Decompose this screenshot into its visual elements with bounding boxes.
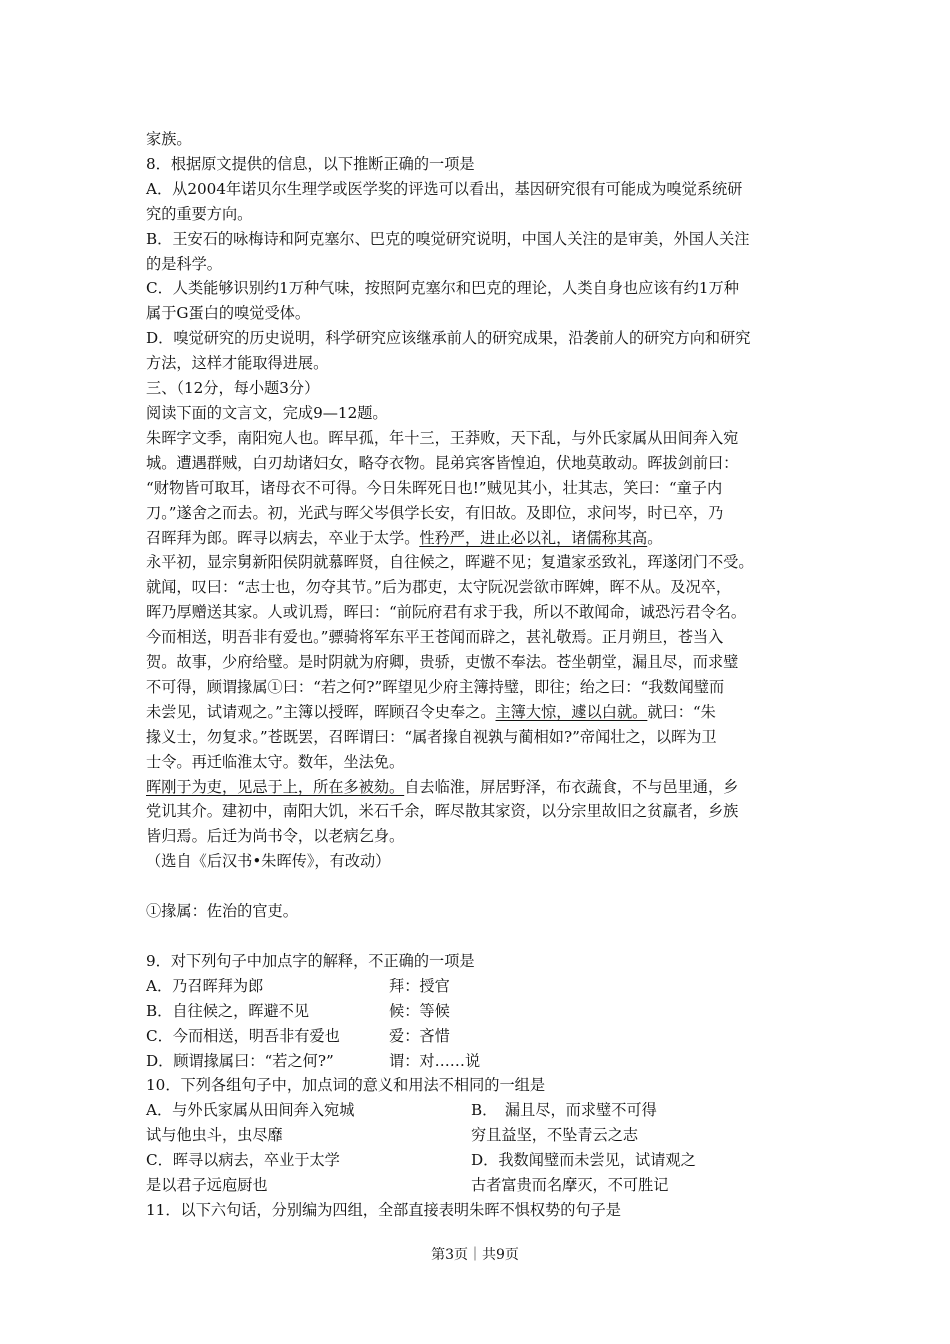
option-text: 是以君子远庖厨也 [146, 1176, 268, 1195]
question-8-option-d: D．嗅觉研究的历史说明，科学研究应该继承前人的研究成果，沿袭前人的研究方向和研究 [146, 329, 751, 348]
question-10-row [146, 1123, 816, 1148]
passage-text: 就曰：“朱 [647, 702, 716, 721]
passage-line [146, 775, 816, 800]
option-text: D．我数闻璧而未尝见，试请观之 [471, 1151, 696, 1170]
passage-line: 朱晖字文季，南阳宛人也。晖早孤，年十三，王莽败，天下乱，与外氏家属从田间奔入宛 [146, 428, 739, 447]
question-10-row [146, 1148, 816, 1173]
question-8-option-c: C．人类能够识别约1万种气味，按照阿克塞尔和巴克的理论，人类自身也应该有约1万种 [146, 279, 739, 298]
page-content [146, 127, 816, 1223]
question-10-row [146, 1098, 816, 1123]
spacer [146, 924, 816, 949]
passage-line: 党讥其介。建初中，南阳大饥，米石千余，晖尽散其家资，以分宗里故旧之贫羸者，乡族 [146, 802, 739, 821]
passage-line [146, 700, 816, 725]
option-text: C．晖寻以病去，卒业于太学 [146, 1151, 340, 1170]
passage-line: 就闻，叹曰：“志士也，勿夺其节。”后为郡吏，太守阮况尝欲市晖婢，晖不从。及况卒， [146, 578, 732, 597]
option-text: 穷且益坚，不坠青云之志 [471, 1126, 639, 1145]
question-9-option-a [146, 974, 816, 999]
question-9-option-c [146, 1024, 816, 1049]
passage-line: 不可得，顾谓掾属①曰：“若之何?”晖望见少府主簿持璧，即往；绐之曰：“我数闻璧而 [146, 677, 725, 696]
question-10-row [146, 1173, 816, 1198]
underlined-sentence: 主簿大惊，遽以白就。 [495, 702, 648, 721]
passage-line: “财物皆可取耳，诸母衣不可得。今日朱晖死日也!”贼见其小，壮其志，笑曰：“童子内 [146, 478, 723, 497]
section-3-instruction: 阅读下面的文言文，完成9—12题。 [146, 403, 388, 422]
option-text: A．乃召晖拜为郎 [146, 976, 264, 995]
option-text: 古者富贵而名摩灭，不可胜记 [471, 1176, 669, 1195]
option-text: D．顾谓掾属曰：“若之何?” [146, 1051, 334, 1070]
question-8-option-b-cont: 的是科学。 [146, 254, 222, 273]
passage-line: 晖乃厚赠送其家。人或讥焉，晖曰：“前阮府君有求于我，所以不敢闻命，诚恐污君令名。 [146, 603, 747, 622]
question-8-option-b: B．王安石的咏梅诗和阿克塞尔、巴克的嗅觉研究说明，中国人关注的是审美，外国人关注 [146, 229, 750, 248]
underlined-sentence: 晖刚于为吏，见忌于上，所在多被劾。 [146, 777, 405, 796]
passage-line: 贺。故事，少府给璧。是时阴就为府卿，贵骄，吏慠不奉法。苍坐朝堂，漏且尽，而求璧 [146, 653, 739, 672]
spacer [146, 874, 816, 899]
option-text: 试与他虫斗，虫尽靡 [146, 1126, 283, 1145]
question-9-option-b [146, 999, 816, 1024]
passage-line: 士令。再迁临淮太守。数年，坐法免。 [146, 752, 405, 771]
question-8-option-d-cont: 方法，这样才能取得进展。 [146, 354, 329, 373]
option-text: C．今而相送，明吾非有爱也 [146, 1026, 340, 1045]
option-gloss: 爱：吝惜 [389, 1026, 450, 1045]
option-gloss: 拜：授官 [389, 976, 450, 995]
option-text: B．自往候之，晖避不见 [146, 1001, 310, 1020]
passage-text: 召晖拜为郎。晖寻以病去，卒业于太学。 [146, 528, 420, 547]
option-text: B． 漏且尽，而求璧不可得 [471, 1101, 657, 1120]
text-line: 家族。 [146, 130, 192, 148]
question-10-stem: 10．下列各组句子中，加点词的意义和用法不相同的一组是 [146, 1076, 546, 1095]
passage-line: 刀。”遂舍之而去。初，光武与晖父岑俱学长安，有旧故。及即位，求问岑，时已卒，乃 [146, 503, 724, 522]
question-8-option-c-cont: 属于G蛋白的嗅觉受体。 [146, 304, 311, 323]
question-8-option-a-cont: 究的重要方向。 [146, 204, 253, 223]
page-footer: 第3页｜共9页 [431, 1247, 519, 1263]
underlined-sentence: 性矜严，进止必以礼，诸儒称其高 [419, 528, 648, 547]
question-9-stem: 9．对下列句子中加点字的解释，不正确的一项是 [146, 951, 475, 970]
passage-text: 自去临淮，屏居野泽，布衣蔬食，不与邑里通，乡 [404, 777, 739, 796]
passage-text: 。 [647, 528, 663, 547]
question-9-option-d [146, 1049, 816, 1074]
passage-text: 未尝见，试请观之。”主簿以授晖，晖顾召令史奉之。 [146, 702, 496, 721]
passage-line: 今而相送，明吾非有爱也。”骠骑将军东平王苍闻而辟之，甚礼敬焉。正月朔旦，苍当入 [146, 628, 724, 647]
passage-source: （选自《后汉书•朱晖传》，有改动） [146, 852, 391, 871]
question-11-stem: 11．以下六句话，分别编为四组，全部直接表明朱晖不惧权势的句子是 [146, 1200, 621, 1219]
option-gloss: 谓：对……说 [389, 1051, 481, 1070]
section-3-heading: 三、（12分，每小题3分） [146, 379, 320, 398]
passage-line: 皆归焉。后迁为尚书令，以老病乞身。 [146, 827, 405, 846]
passage-line: 掾义士，勿复求。”苍既罢，召晖谓曰：“属者掾自视孰与蔺相如?”帝闻壮之，以晖为卫 [146, 727, 717, 746]
passage-line [146, 526, 816, 551]
question-8-option-a: A．从2004年诺贝尔生理学或医学奖的评选可以看出，基因研究很有可能成为嗅觉系统研 [146, 179, 743, 198]
question-8-stem: 8．根据原文提供的信息，以下推断正确的一项是 [146, 154, 475, 173]
footnote: ①掾属：佐治的官吏。 [146, 902, 298, 921]
option-gloss: 候：等候 [389, 1001, 450, 1020]
passage-line: 永平初，显宗舅新阳侯阴就慕晖贤，自往候之，晖避不见；复遣家丞致礼，珲遂闭门不受。 [146, 553, 754, 572]
option-text: A．与外氏家属从田间奔入宛城 [146, 1101, 355, 1120]
passage-line: 城。遭遇群贼，白刃劫诸妇女，略夺衣物。昆弟宾客皆惶迫，伏地莫敢动。晖拔剑前曰： [146, 453, 739, 472]
